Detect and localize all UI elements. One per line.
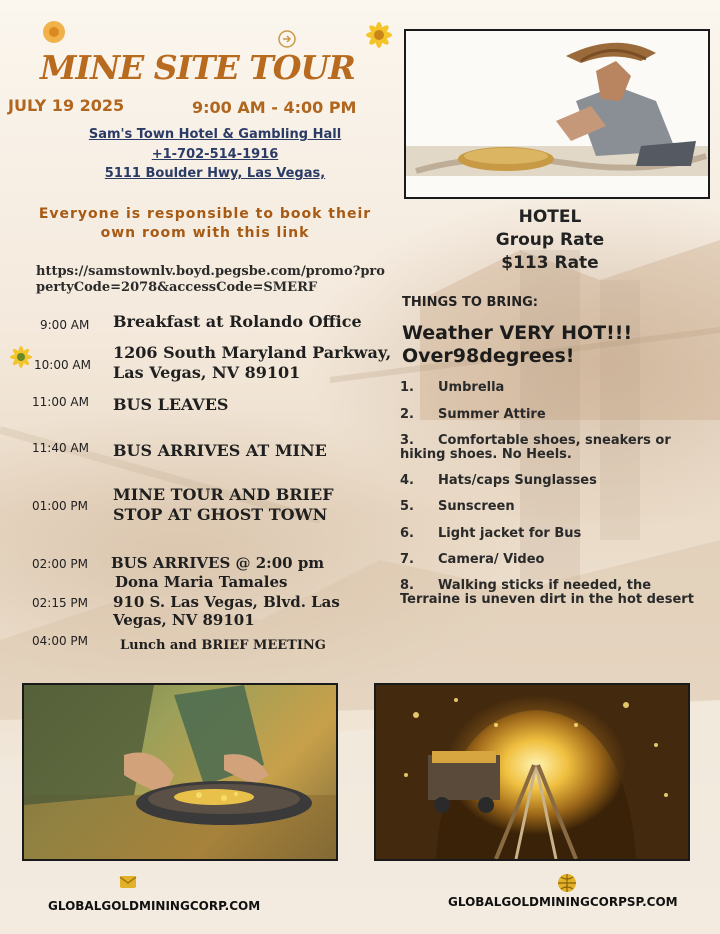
item-text: Light jacket for Bus (438, 526, 582, 541)
schedule-time: 10:00 AM (34, 358, 91, 372)
item-number: 7. (400, 552, 414, 567)
hotel-group-rate: Group Rate (495, 230, 605, 250)
list-item (400, 500, 710, 514)
restaurant-name: Dona Maria Tamales (115, 573, 288, 591)
list-item (400, 553, 710, 567)
booking-notice: Everyone is responsible to book their own room with this link (38, 206, 372, 241)
weather-warning: Weather VERY HOT!!! Over98degrees! (402, 322, 633, 367)
list-item (400, 474, 710, 488)
list-item (400, 579, 710, 607)
schedule-time: 11:00 AM (32, 395, 89, 409)
venue-phone[interactable]: +1-702-514-1916 (151, 147, 279, 162)
schedule-event: 910 S. Las Vegas, Blvd. Las Vegas, NV 89101 (113, 593, 340, 629)
schedule-time: 04:00 PM (32, 634, 88, 648)
item-number: 2. (400, 407, 414, 422)
venue-name[interactable]: Sam's Town Hotel & Gambling Hall (88, 127, 342, 142)
hotel-rate: $113 Rate (501, 253, 599, 273)
schedule-time: 9:00 AM (40, 318, 90, 332)
event-title: MINE SITE TOUR (40, 48, 355, 87)
schedule-event: Breakfast at Rolando Office (113, 312, 362, 331)
schedule-time: 02:00 PM (32, 557, 88, 571)
envelope-icon (119, 875, 137, 889)
footer-website-right[interactable]: GLOBALGOLDMININGCORPSP.COM (448, 895, 678, 909)
venue-address[interactable]: 5111 Boulder Hwy, Las Vegas, (104, 166, 326, 181)
item-text: Sunscreen (438, 499, 515, 514)
item-text: Hats/caps Sunglasses (438, 473, 597, 488)
footer-website-left[interactable]: GLOBALGOLDMININGCORP.COM (48, 899, 261, 913)
list-item (400, 527, 710, 541)
hotel-label: HOTEL (518, 207, 582, 227)
schedule-event: BUS ARRIVES @ 2:00 pm (111, 554, 325, 572)
schedule-time: 02:15 PM (32, 596, 88, 610)
item-number: 3. (400, 433, 414, 448)
flower-icon (40, 18, 68, 46)
gold-panning-photo (22, 683, 338, 861)
sunflower-icon (8, 344, 34, 370)
things-to-bring-heading: THINGS TO BRING: (402, 295, 538, 310)
mine-tunnel-photo (374, 683, 690, 861)
booking-link[interactable]: https://samstownlv.boyd.pegsbe.com/promo?propertyCode=2078&accessCode=SMERF (36, 264, 385, 295)
item-number: 8. (400, 578, 414, 593)
arrow-circle-icon (277, 29, 297, 49)
item-number: 1. (400, 380, 414, 395)
prospector-illustration (404, 29, 710, 199)
schedule-event: MINE TOUR AND BRIEF STOP AT GHOST TOWN (113, 485, 334, 524)
schedule-event: Lunch and BRIEF MEETING (120, 638, 326, 653)
event-time: 9:00 AM - 4:00 PM (192, 98, 357, 117)
schedule-time: 01:00 PM (32, 499, 88, 513)
item-text: Umbrella (438, 380, 505, 395)
hotel-info (400, 206, 700, 275)
list-item (400, 381, 710, 395)
globe-icon (557, 873, 577, 893)
item-text: Summer Attire (438, 407, 546, 422)
item-number: 4. (400, 473, 414, 488)
item-number: 6. (400, 526, 414, 541)
schedule-event: 1206 South Maryland Parkway, Las Vegas, NV 89101 (113, 343, 392, 382)
sunflower-icon (362, 18, 396, 52)
list-item (400, 434, 710, 462)
item-text: Camera/ Video (438, 552, 545, 567)
event-date: JULY 19 2025 (8, 96, 125, 115)
item-text: Walking sticks if needed, the Terraine is uneven dirt in the hot desert (400, 578, 694, 607)
schedule-event: BUS ARRIVES AT MINE (113, 441, 327, 460)
item-number: 5. (400, 499, 414, 514)
item-text: Comfortable shoes, sneakers or hiking shoes. No Heels. (400, 433, 671, 462)
schedule-event: BUS LEAVES (113, 395, 229, 414)
schedule-time: 11:40 AM (32, 441, 89, 455)
list-item (400, 408, 710, 422)
